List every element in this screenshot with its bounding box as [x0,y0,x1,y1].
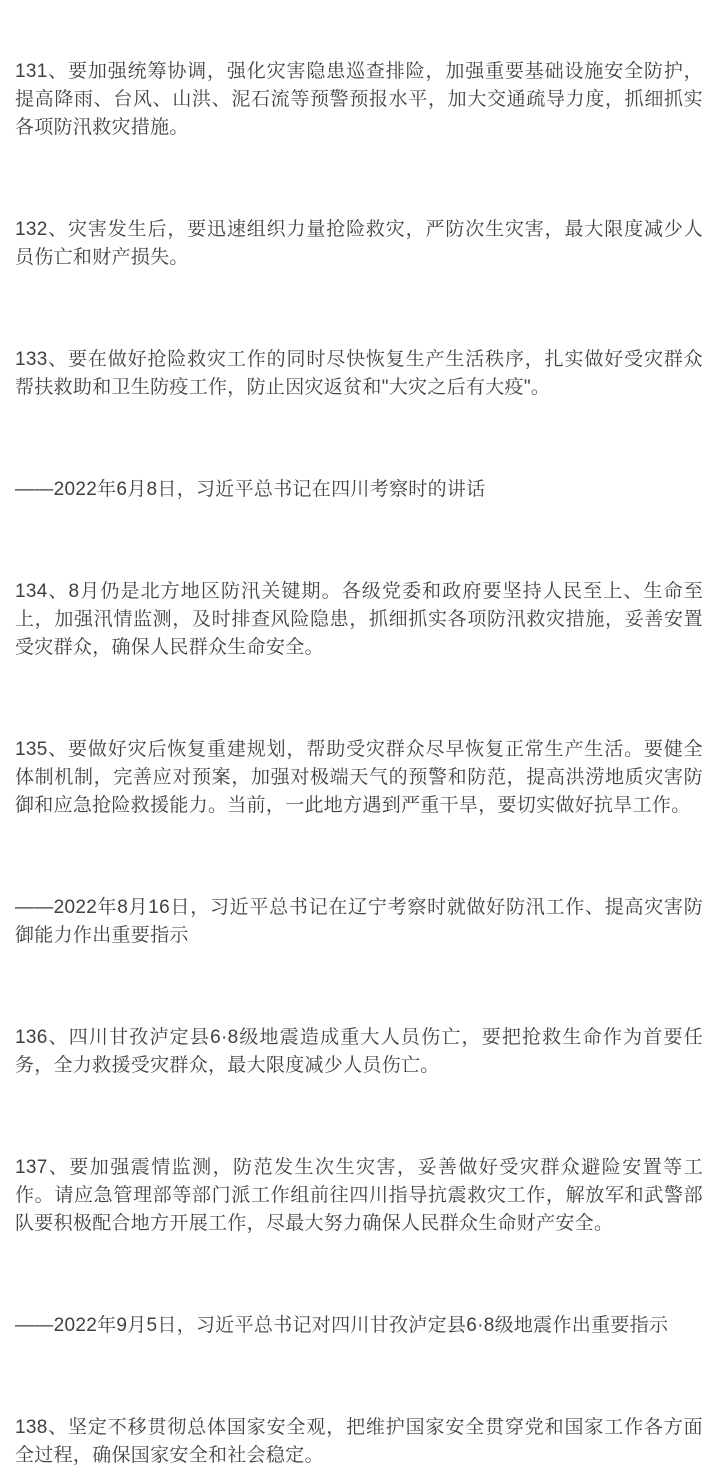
quote-paragraph-131: 131、要加强统筹协调，强化灾害隐患巡查排险，加强重要基础设施安全防护，提高降雨、台风、山洪、泥石流等预警预报水平，加大交通疏导力度，抓细抓实各项防汛救灾措施。 [15,61,703,138]
quote-paragraph-137: 137、要加强震情监测，防范发生次生灾害，妥善做好受灾群众避险安置等工作。请应急管理部等部门派工作组前往四川指导抗震救灾工作，解放军和武警部队要积极配合地方开展工作，尽最大努力确保人民群众生命财产安全。 [15,1157,703,1234]
quote-paragraph-134: 134、8月仍是北方地区防汛关键期。各级党委和政府要坚持人民至上、生命至上，加强汛情监测，及时排查风险隐患，抓细抓实各项防汛救灾措施，妥善安置受灾群众，确保人民群众生命安全。 [15,581,703,658]
quote-paragraph-138: 138、坚定不移贯彻总体国家安全观，把维护国家安全贯穿党和国家工作各方面全过程，确保国家安全和社会稳定。 [15,1417,703,1466]
quote-paragraph-136: 136、四川甘孜泸定县6·8级地震造成重大人员伤亡，要把抢救生命作为首要任务，全力救援受灾群众，最大限度减少人员伤亡。 [15,1027,703,1076]
attribution-2022-08-16: ——2022年8月16日，习近平总书记在辽宁考察时就做好防汛工作、提高灾害防御能力作出重要指示 [15,897,703,946]
quote-paragraph-132: 132、灾害发生后，要迅速组织力量抢险救灾，严防次生灾害，最大限度减少人员伤亡和财产损失。 [15,219,703,268]
attribution-2022-09-05: ——2022年9月5日，习近平总书记对四川甘孜泸定县6·8级地震作出重要指示 [15,1315,669,1336]
attribution-2022-06-08: ——2022年6月8日，习近平总书记在四川考察时的讲话 [15,479,486,500]
quote-paragraph-135: 135、要做好灾后恢复重建规划，帮助受灾群众尽早恢复正常生产生活。要健全体制机制，完善应对预案，加强对极端天气的预警和防范，提高洪涝地质灾害防御和应急抢险救援能力。当前，一此地方遇到严重干旱，要切实做好抗旱工作。 [15,739,703,816]
quote-paragraph-133: 133、要在做好抢险救灾工作的同时尽快恢复生产生活秩序，扎实做好受灾群众帮扶救助和卫生防疫工作，防止因灾返贫和"大灾之后有大疫"。 [15,349,703,398]
